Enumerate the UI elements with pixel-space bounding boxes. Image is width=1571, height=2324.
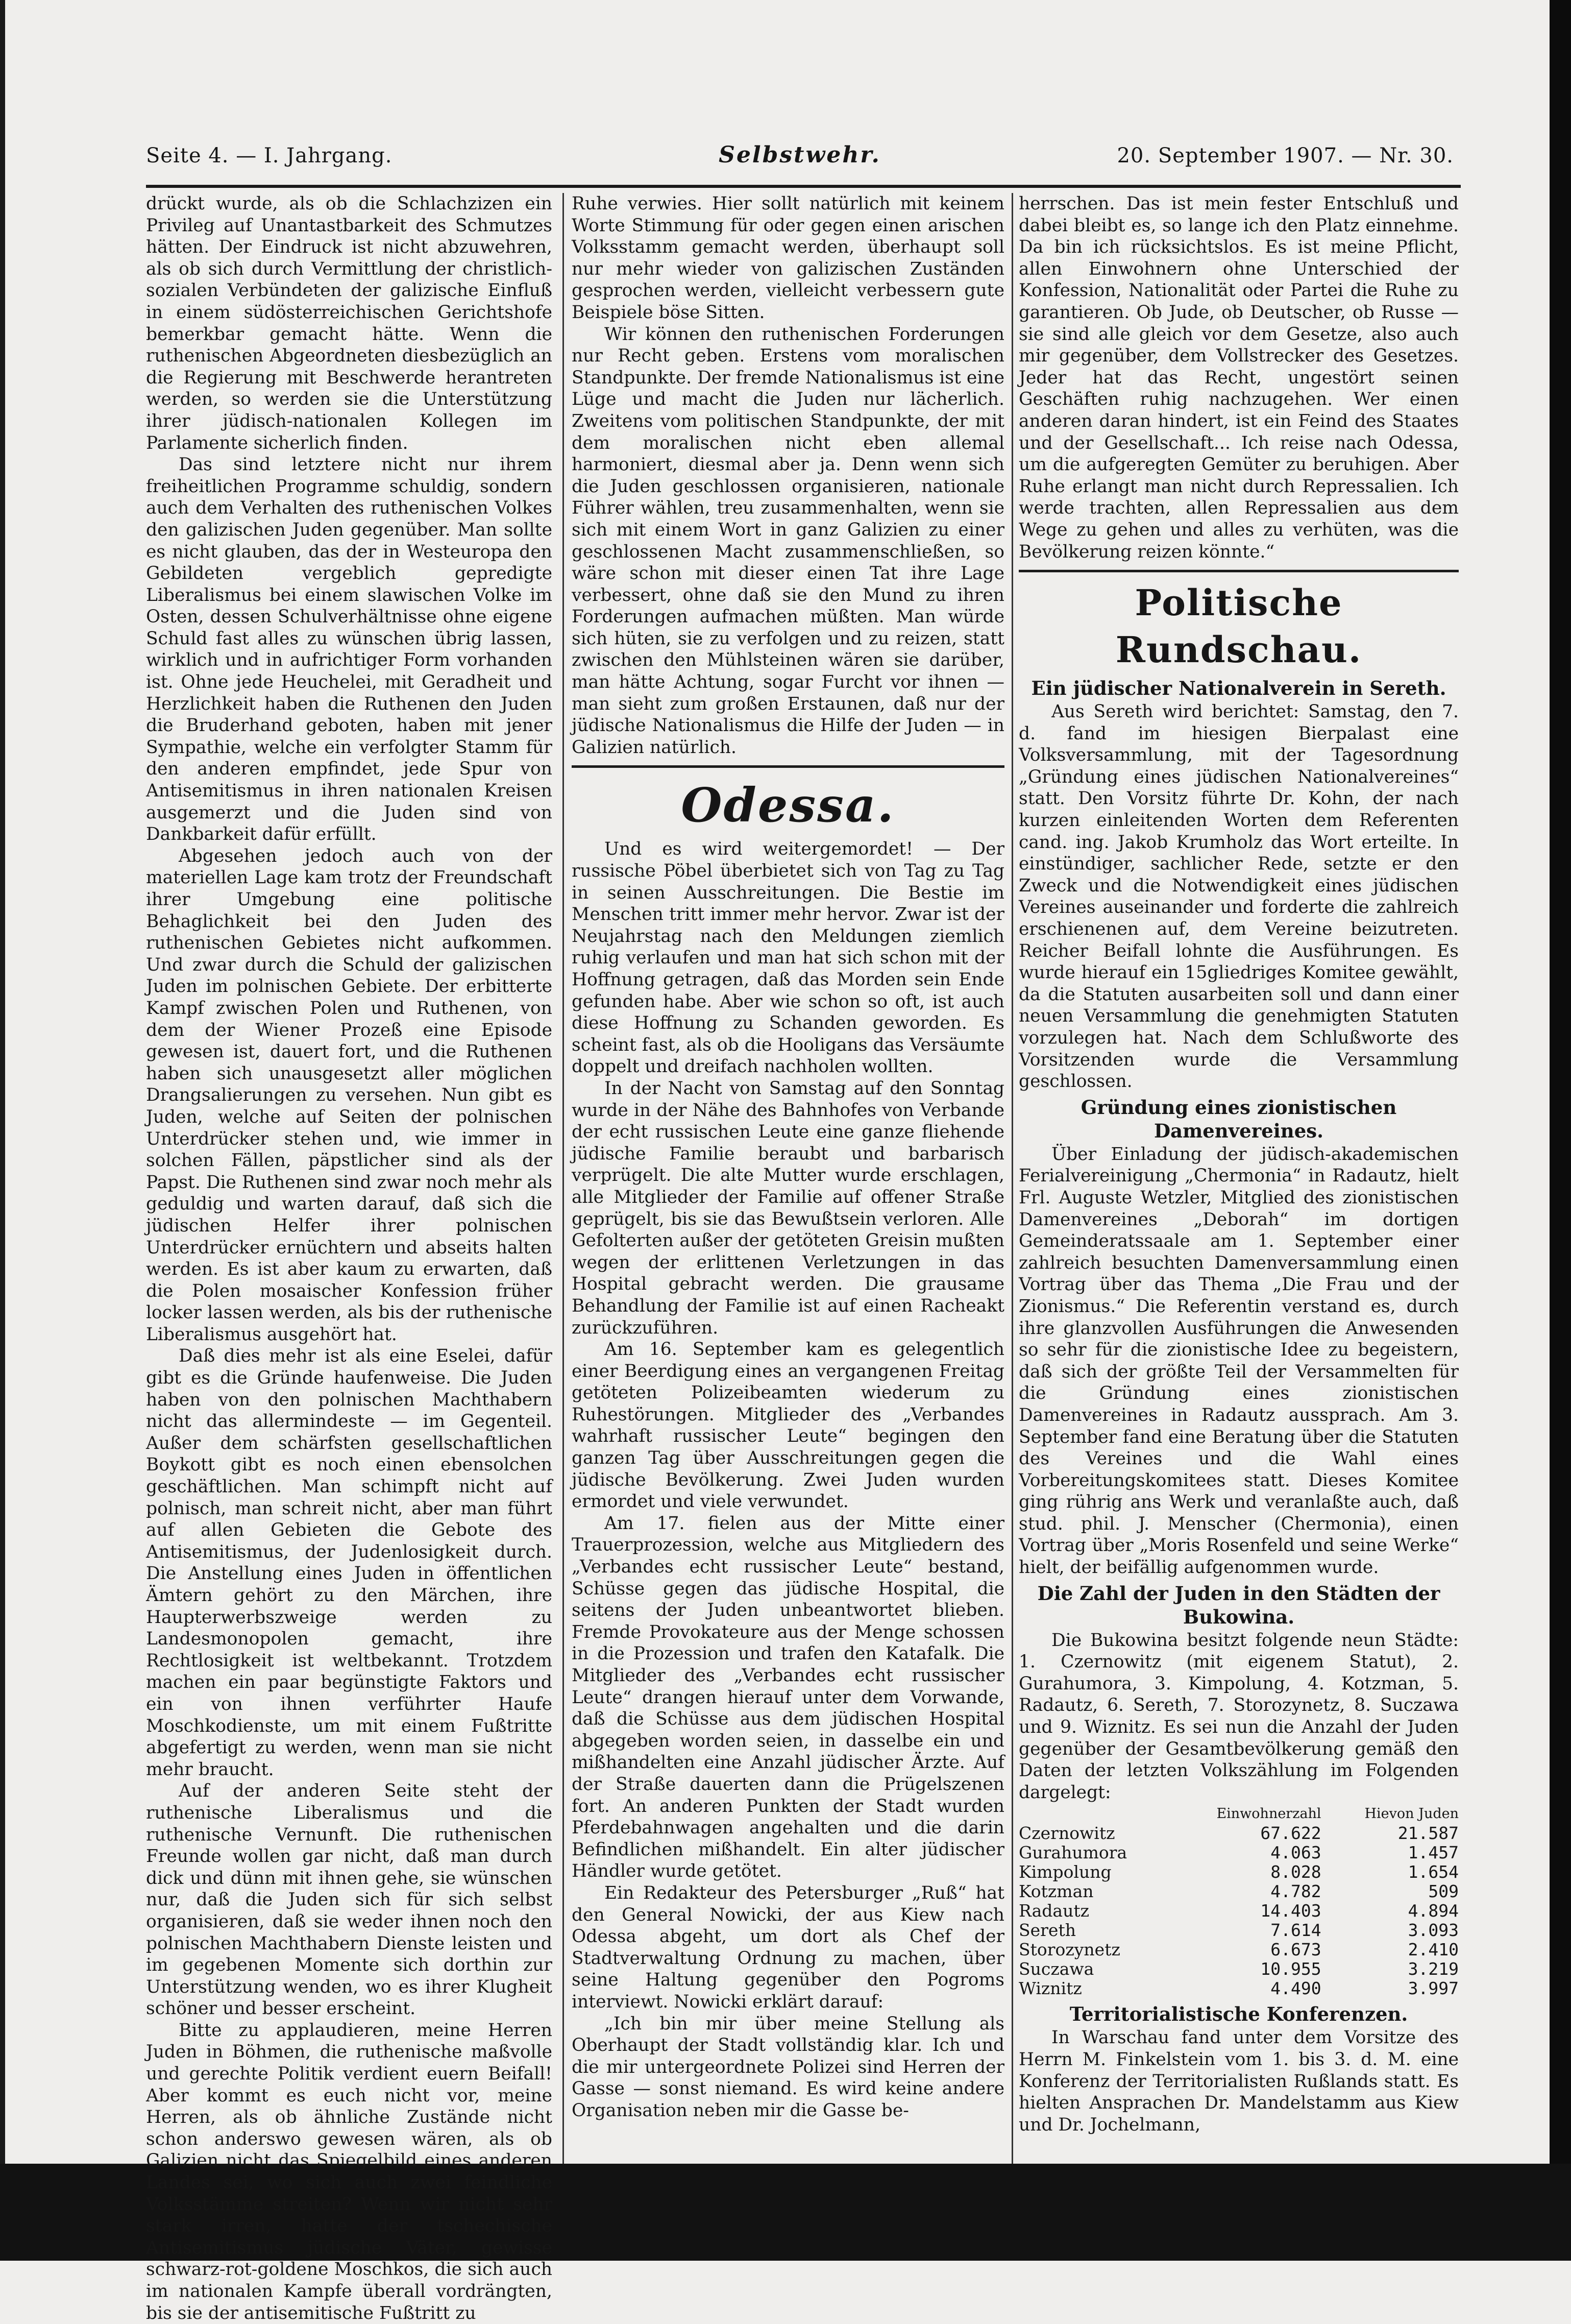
table-cell-population: 4.490 (1270, 1978, 1321, 1999)
table-cell-jews: 21.587 (1397, 1823, 1459, 1844)
table-row (1019, 1921, 1459, 1940)
section-rule (572, 765, 1004, 768)
table-cell-jews: 509 (1428, 1881, 1459, 1902)
subheading: Die Zahl der Juden in den Städten der Bukowina. (1037, 1582, 1440, 1628)
table-cell-jews: 3.997 (1408, 1978, 1459, 1999)
left-scan-edge (0, 0, 5, 2261)
paragraph: Am 16. September kam es gelegentlich einer Beerdigung eines an vergangenen Freitag getöteten Polizeibeamten wiederum zu Ruhestörungen. Mitglieder des „Verbandes wahrhaft russischer Leute“ begingen den ganzen Tag über Ausschreitungen gegen die jüdische Bevölkerung. Zwei Juden wurden ermordet und viele verwundet. (572, 1339, 1004, 1512)
table-cell-jews: 1.457 (1408, 1843, 1459, 1863)
paragraph: Daß dies mehr ist als eine Eselei, dafür gibt es die Gründe haufenweise. Die Juden haben von den polnischen Machthabern nicht das allermindeste — im Gegenteil. Außer dem schärfsten gesellschaftlichen Boykott gibt es noch einen ebensolchen geschäftlichen. Man schimpft nicht auf polnisch, man schreit nicht, aber man führt auf allen Gebieten die Gebote des Antisemitismus, der Judenlosigkeit durch. Die Anstellung eines Juden in öffentlichen Ämtern gehört zu den Märchen, ihre Haupterwerbszweige werden zu Landesmonopolen gemacht, ihre Rechtlosigkeit ist weltbekannt. Trotzdem machen ein paar begünstigte Faktors und ein von ihnen verführter Haufe Moschkodienste, um mit einem Fußtritte abgefertigt zu werden, wenn man sie nicht mehr braucht. (146, 1346, 552, 1780)
masthead-title: Selbstwehr. (719, 142, 881, 168)
table-row (1019, 1862, 1459, 1882)
subheading: Ein jüdischer Nationalverein in Sereth. (1031, 677, 1446, 700)
table-row (1019, 1940, 1459, 1959)
right-scan-edge (1550, 0, 1571, 2261)
header-rule (146, 185, 1461, 188)
subheading: Gründung eines zionistischen Damenvereines. (1081, 1096, 1397, 1142)
column-3 (1019, 193, 1459, 2169)
table-cell-population: 8.028 (1270, 1862, 1321, 1882)
paragraph: In Warschau fand unter dem Vorsitze des Herrn M. Finkelstein vom 1. bis 3. d. M. eine Konferenz der Territorialisten Rußlands statt. Es hielten Ansprachen Dr. Mandelstamm aus Kiew und Dr. Jochelmann, (1019, 2027, 1459, 2135)
table-cell-city: Czernowitz (1019, 1823, 1115, 1844)
table-cell-city: Storozynetz (1019, 1940, 1120, 1960)
paragraph: Über Einladung der jüdisch-akademischen Ferialvereinigung „Chermonia“ in Radautz, hielt Frl. Auguste Wetzler, Mitglied des zionistischen Damenvereines „Deborah“ im dortigen Gemeinderatssaale am 1. September einer zahlreich besuchten Damenversammlung einen Vortrag über das Thema „Die Frau und der Zionismus.“ Die Referentin verstand es, durch ihre glanzvollen Ausführungen die Anwesenden so sehr für die zionistische Idee zu begeistern, daß sich der größte Teil der Versammelten für die Gründung eines zionistischen Damenvereines in Radautz aussprach. Am 3. September fand eine Beratung über die Statuten des Vereines und die Wahl eines Vorbereitungskomitees statt. Dieses Komitee ging rührig ans Werk und veranlaßte auch, daß stud. phil. J. Menscher (Chermonia), einen Vortrag über „Moris Rosenfeld und seine Werke“ hielt, der beifällig aufgenommen wurde. (1019, 1144, 1459, 1578)
paragraph: In der Nacht von Samstag auf den Sonntag wurde in der Nähe des Bahnhofes von Verbande der echt russischen Leute eine ganze fliehende jüdische Familie beraubt und barbarisch verprügelt. Die alte Mutter wurde erschlagen, alle Mitglieder der Familie auf offener Straße geprügelt, bis sie das Bewußtsein verloren. Alle Gefolterten außer der getöteten Greisin mußten wegen der erlittenen Verletzungen in das Hospital gebracht werden. Die grausame Behandlung der Familie ist auf einen Racheakt zurückzuführen. (572, 1078, 1004, 1338)
table-row (1019, 1979, 1459, 1998)
table-cell-city: Kotzman (1019, 1881, 1094, 1902)
table-cell-population: 10.955 (1260, 1959, 1321, 1979)
column-2 (572, 193, 1004, 2169)
table-cell-population: 4.782 (1270, 1881, 1321, 1902)
table-cell-city: Gurahumora (1019, 1843, 1127, 1863)
subheading: Territorialistische Konferenzen. (1069, 2003, 1408, 2026)
table-row (1019, 1901, 1459, 1921)
column-header-population: Einwohnerzahl (1216, 1806, 1321, 1822)
paragraph: Abgesehen jedoch auch von der materiellen Lage kam trotz der Freundschaft ihrer Umgebung eine politische Behaglichkeit bei den Juden des ruthenischen Gebietes nicht aufkommen. Und zwar durch die Schuld der galizischen Juden im polnischen Gebiete. Der erbitterte Kampf zwischen Polen und Ruthenen, von dem der Wiener Prozeß eine Episode gewesen ist, dauert fort, und die Ruthenen haben sich unausgesetzt aller möglichen Drangsalierungen zu versehen. Nun gibt es Juden, welche auf Seiten der polnischen Unterdrücker stehen und, wie immer in solchen Fällen, päpstlicher sind als der Papst. Die Ruthenen sind zwar noch mehr als geduldig und warten darauf, daß sich die jüdischen Helfer ihrer polnischen Unterdrücker ernüchtern und abseits halten werden. Es ist aber kaum zu erwarten, daß die Polen mosaischer Konfession früher locker lassen werden, als bis der ruthenische Liberalismus ausgehört hat. (146, 845, 552, 1345)
table-row (1019, 1843, 1459, 1862)
table-cell-population: 7.614 (1270, 1920, 1321, 1941)
table-row (1019, 1824, 1459, 1843)
paragraph: Die Bukowina besitzt folgende neun Städte: 1. Czernowitz (mit eigenem Statut), 2. Gurahumora, 3. Kimpolung, 4. Kotzman, 5. Radautz, 6. Sereth, 7. Storozynetz, 8. Suczawa und 9. Wiznitz. Es sei nun die Anzahl der Juden gegenüber der Gesamtbevölkerung gemäß den Daten der letzten Volkszählung im Folgenden dargelegt: (1019, 1630, 1459, 1803)
table-cell-city: Sereth (1019, 1920, 1076, 1941)
paragraph: Auf der anderen Seite steht der ruthenische Liberalismus und die ruthenische Vernunft. Die ruthenischen Freunde wollen gar nicht, daß man durch dick und dünn mit ihnen gehe, sie wünschen nur, daß die Juden sich für sich selbst organisieren, daß sie weder ihnen noch den polnischen Machthabern Dienste leisten und im gegebenen Momente sich dorthin zur Unterstützung wenden, wo es ihrer Klugheit schöner und besser erscheint. (146, 1781, 552, 2019)
table-cell-population: 67.622 (1260, 1823, 1321, 1844)
table-cell-jews: 3.219 (1408, 1959, 1459, 1979)
table-header-row (1019, 1804, 1459, 1824)
population-table (1019, 1804, 1459, 1998)
header-date-issue: 20. September 1907. — Nr. 30. (1117, 144, 1454, 167)
table-cell-population: 14.403 (1260, 1901, 1321, 1921)
table-row (1019, 1959, 1459, 1979)
header-page-info: Seite 4. — I. Jahrgang. (146, 144, 392, 167)
table-cell-jews: 2.410 (1408, 1940, 1459, 1960)
paragraph: „Ich bin mir über meine Stellung als Oberhaupt der Stadt vollständig klar. Ich und die mir untergeordnete Polizei sind Herren der Gasse — sonst niemand. Es wird keine andere Organisation neben mir die Gasse be- (572, 2013, 1004, 2121)
table-cell-jews: 3.093 (1408, 1920, 1459, 1941)
paragraph: Ein Redakteur des Petersburger „Ruß“ hat den General Nowicki, der aus Kiew nach Odessa abgeht, um dort als Chef der Stadtverwaltung Ordnung zu machen, über seine Haltung gegenüber den Pogroms interviewt. Nowicki erklärt darauf: (572, 1882, 1004, 2012)
article-title-odessa: Odessa. (681, 778, 895, 833)
paragraph: Aus Sereth wird berichtet: Samstag, den 7. d. fand im hiesigen Bierpalast eine Volksversammlung, mit der Tagesordnung „Gründung eines jüdischen Nationalvereines“ statt. Den Vorsitz führte Dr. Kohn, der nach kurzen einleitenden Worten dem Referenten cand. ing. Jakob Krumholz das Wort erteilte. In einstündiger, sachlicher Rede, setzte er den Zweck und die Notwendigkeit eines jüdischen Vereines auseinander und forderte die zahlreich erschienenen auf, dem Vereine beizutreten. Reicher Beifall lohnte die Ausführungen. Es wurde hierauf ein 15gliedriges Komitee gewählt, da die Statuten ausarbeiten soll und dann einer neuen Versammlung die genehmigten Statuten vorzulegen hat. Nach dem Schlußworte des Vorsitzenden wurde die Versammlung geschlossen. (1019, 701, 1459, 1092)
paragraph: Wir können den ruthenischen Forderungen nur Recht geben. Erstens vom moralischen Standpunkte. Der fremde Nationalismus ist eine Lüge und macht die Juden nur lächerlich. Zweitens vom politischen Standpunkte, der mit dem moralischen nicht eben allemal harmoniert, diesmal aber ja. Denn wenn sich die Juden geschlossen organisieren, nationale Führer wählen, treu zusammenhalten, wenn sie sich mit einem Wort in ganz Galizien zu einer geschlossenen Macht zusammenschließen, so wäre schon mit dieser einen Tat ihre Lage verbessert, ohne daß sie den Mund zu ihren Forderungen aufmachen müßten. Man würde sich hüten, sie zu verfolgen und zu reizen, statt zwischen den Mühlsteinen wären sie darüber, man hätte Achtung, sogar Furcht vor ihnen — man sieht zum großen Erstaunen, daß nur der jüdische Nationalismus die Hilfe der Juden — in Galizien natürlich. (572, 324, 1004, 758)
paragraph: Ruhe verwies. Hier sollt natürlich mit keinem Worte Stimmung für oder gegen einen arischen Volksstamm gemacht werden, überhaupt soll nur mehr wieder von galizischen Zuständen gesprochen werden, vielleicht verbessern gute Beispiele böse Sitten. (572, 193, 1004, 323)
column-1 (146, 193, 552, 2323)
table-cell-city: Radautz (1019, 1901, 1089, 1921)
page-header (146, 141, 1454, 182)
column-divider (1012, 193, 1013, 2164)
column-divider (562, 193, 564, 2164)
table-cell-population: 4.063 (1270, 1843, 1321, 1863)
column-header-jews: Hievon Juden (1364, 1806, 1459, 1822)
table-cell-jews: 1.654 (1408, 1862, 1459, 1882)
table-row (1019, 1882, 1459, 1901)
table-cell-city: Suczawa (1019, 1959, 1094, 1979)
paragraph: Das sind letztere nicht nur ihrem freiheitlichen Programme schuldig, sondern auch dem Verhalten des ruthenischen Volkes den galizischen Juden gegenüber. Man sollte es nicht glauben, das der in Westeuropa den Gebildeten vergeblich gepredigte Liberalismus bei einem slawischen Volke im Osten, dessen Schulverhältnisse ohne eigene Schuld fast alles zu wünschen übrig lassen, wirklich und in aufrichtiger Form vorhanden ist. Ohne jede Heuchelei, mit Geradheit und Herzlichkeit haben die Ruthenen den Juden die Bruderhand geboten, haben mit jener Sympathie, welche ein verfolgter Stamm für den anderen empfindet, jede Spur von Antisemitismus in ihren nationalen Kreisen ausgemerzt und die Juden sind von Dankbarkeit dafür erfüllt. (146, 454, 552, 845)
paragraph: herrschen. Das ist mein fester Entschluß und dabei bleibt es, so lange ich den Platz einnehme. Da bin ich rücksichtslos. Es ist meine Pflicht, allen Einwohnern ohne Unterschied der Konfession, Nationalität oder Partei die Ruhe zu garantieren. Ob Jude, ob Deutscher, ob Russe — sie sind alle gleich vor dem Gesetze, also auch mir gegenüber, dem Vollstrecker des Gesetzes. Jeder hat das Recht, ungestört seinen Geschäften ruhig nachzugehen. Wer einen anderen daran hindert, ist ein Feind des Staates und der Gesellschaft... Ich reise nach Odessa, um die aufgeregten Gemüter zu beruhigen. Aber Ruhe erlangt man nicht durch Repressalien. Ich werde trachten, allen Repressalien aus dem Wege zu gehen und alles zu verhüten, was die Bevölkerung reizen könnte.“ (1019, 193, 1459, 562)
table-cell-jews: 4.894 (1408, 1901, 1459, 1921)
table-cell-city: Wiznitz (1019, 1978, 1082, 1999)
paragraph: Bitte zu applaudieren, meine Herren Juden in Böhmen, die ruthenische maßvolle und gerechte Politik verdient euern Beifall! Aber kommt es euch nicht vor, meine Herren, als ob ähnliche Zustände nicht schon anderswo gewesen wären, als ob Galizien nicht das Spiegelbild eines anderen Landes sei, wo sich auch zwei feindliche Volksstämme streiten? Wenn wir nicht sehr stark irren, hatte der tschechische Antisemitismus jüdische Väter, gewisse schwarz-rot-goldene Moschkos, die sich auch im nationalen Kampfe überall vordrängten, bis sie der antisemitische Fußtritt zu (146, 2020, 552, 2323)
paragraph: Und es wird weitergemordet! — Der russische Pöbel überbietet sich von Tag zu Tag in seinen Ausschreitungen. Die Bestie im Menschen tritt immer mehr hervor. Zwar ist der Neujahrstag nach den Meldungen ziemlich ruhig verlaufen und man hat sich schon mit der Hoffnung getragen, daß das Morden sein Ende gefunden habe. Aber wie schon so oft, ist auch diese Hoffnung zu Schanden geworden. Es scheint fast, als ob die Hooligans das Versäumte doppelt und dreifach nachholen wollten. (572, 839, 1004, 1077)
section-title-politische-rundschau: Politische Rundschau. (1115, 582, 1362, 671)
paragraph: Am 17. fielen aus der Mitte einer Trauerprozession, welche aus Mitgliedern des „Verbandes echt russischer Leute“ bestand, Schüsse gegen das jüdische Hospital, die seitens der Juden unbeantwortet blieben. Fremde Provokateure aus der Menge schossen in die Prozession und trafen den Katafalk. Die Mitglieder des „Verbandes echt russischer Leute“ drangen hierauf unter dem Vorwande, daß die Schüsse aus dem jüdischen Hospital abgegeben worden seien, in dasselbe ein und mißhandelten eine Anzahl jüdischer Ärzte. Auf der Straße dauerten dann die Prügelszenen fort. An anderen Punkten der Stadt wurden Pferdebahnwagen angehalten und die darin Befindlichen mißhandelt. Ein alter jüdischer Händler wurde getötet. (572, 1513, 1004, 1882)
table-cell-population: 6.673 (1270, 1940, 1321, 1960)
section-rule (1019, 570, 1459, 572)
paragraph: drückt wurde, als ob die Schlachzizen ein Privileg auf Unantastbarkeit des Schmutzes hätten. Der Eindruck ist nicht abzuwehren, als ob sich durch Vermittlung der christlich-sozialen Verbündeten der galizische Einfluß in einem südösterreichischen Gerichtshofe bemerkbar gemacht hätte. Wenn die ruthenischen Abgeordneten diesbezüglich an die Regierung mit Beschwerde herantreten werden, so werden sie die Unterstützung ihrer jüdisch-nationalen Kollegen im Parlamente sicherlich finden. (146, 193, 552, 453)
table-cell-city: Kimpolung (1019, 1862, 1112, 1882)
